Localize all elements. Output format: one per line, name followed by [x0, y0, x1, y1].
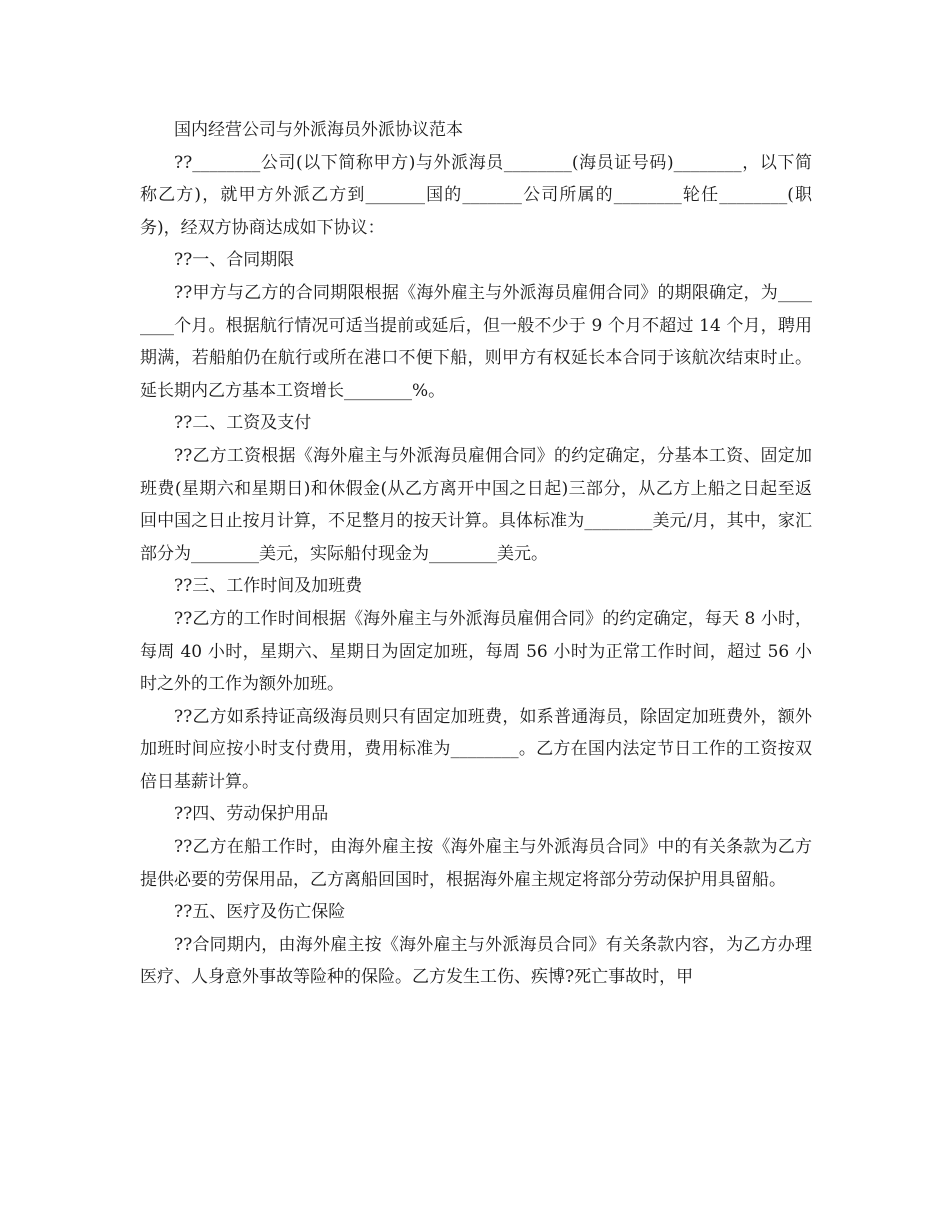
- overtime-paragraph: ??乙方如系持证高级海员则只有固定加班费，如系普通海员，除固定加班费外，额外加班时间应按小时支付费用，费用标准为________。乙方在国内法定节日工作的工资按双倍日基薪计算。: [140, 706, 812, 792]
- protective-equipment-paragraph: ??乙方在船工作时，由海外雇主按《海外雇主与外派海员合同》中的有关条款为乙方提供必要的劳保用品，乙方离船回国时，根据海外雇主规定将部分劳动保护用具留船。: [140, 837, 812, 890]
- working-hours-paragraph: ??乙方的工作时间根据《海外雇主与外派海员雇佣合同》的约定确定，每天 8 小时，每周 40 小时，星期六、星期日为固定加班，每周 56 小时为正常工作时间，超过 56 小时之外的工作为额外加班。: [140, 608, 812, 695]
- document-body: [140, 114, 812, 994]
- section-heading-insurance: ??五、医疗及伤亡保险: [174, 902, 346, 923]
- contract-term-paragraph: ??甲方与乙方的合同期限根据《海外雇主与外派海员雇佣合同》的期限确定，为________个月。根据航行情况可适当提前或延后，但一般不少于 9 个月不超过 14 个月，聘用期满，若船舶仍在航行或所在港口不便下船，则甲方有权延长本合同于该航次结束时止。延长期内乙方基本工资增长________%。: [140, 282, 812, 401]
- section-heading-contract-term: ??一、合同期限: [174, 250, 295, 271]
- section-heading-salary: ??二、工资及支付: [174, 413, 312, 434]
- document-title: 国内经营公司与外派海员外派协议范本: [174, 120, 463, 140]
- insurance-paragraph: ??合同期内，由海外雇主按《海外雇主与外派海员合同》有关条款内容，为乙方办理医疗、人身意外事故等险种的保险。乙方发生工伤、疾博?死亡事故时，甲: [140, 934, 812, 988]
- intro-paragraph: ??________公司(以下简称甲方)与外派海员________(海员证号码)________，以下简称乙方)，就甲方外派乙方到_______国的_______公司所属的________轮任________(职务)，经双方协商达成如下协议：: [140, 152, 812, 238]
- salary-paragraph: ??乙方工资根据《海外雇主与外派海员雇佣合同》的约定确定，分基本工资、固定加班费(星期六和星期日)和休假金(从乙方离开中国之日起)三部分，从乙方上船之日起至返回中国之日止按月计算，不足整月的按天计算。具体标准为________美元/月，其中，家汇部分为________美元，实际船付现金为________美元。: [140, 445, 812, 564]
- section-heading-protective-equipment: ??四、劳动保护用品: [174, 804, 329, 825]
- section-heading-working-hours: ??三、工作时间及加班费: [174, 576, 363, 597]
